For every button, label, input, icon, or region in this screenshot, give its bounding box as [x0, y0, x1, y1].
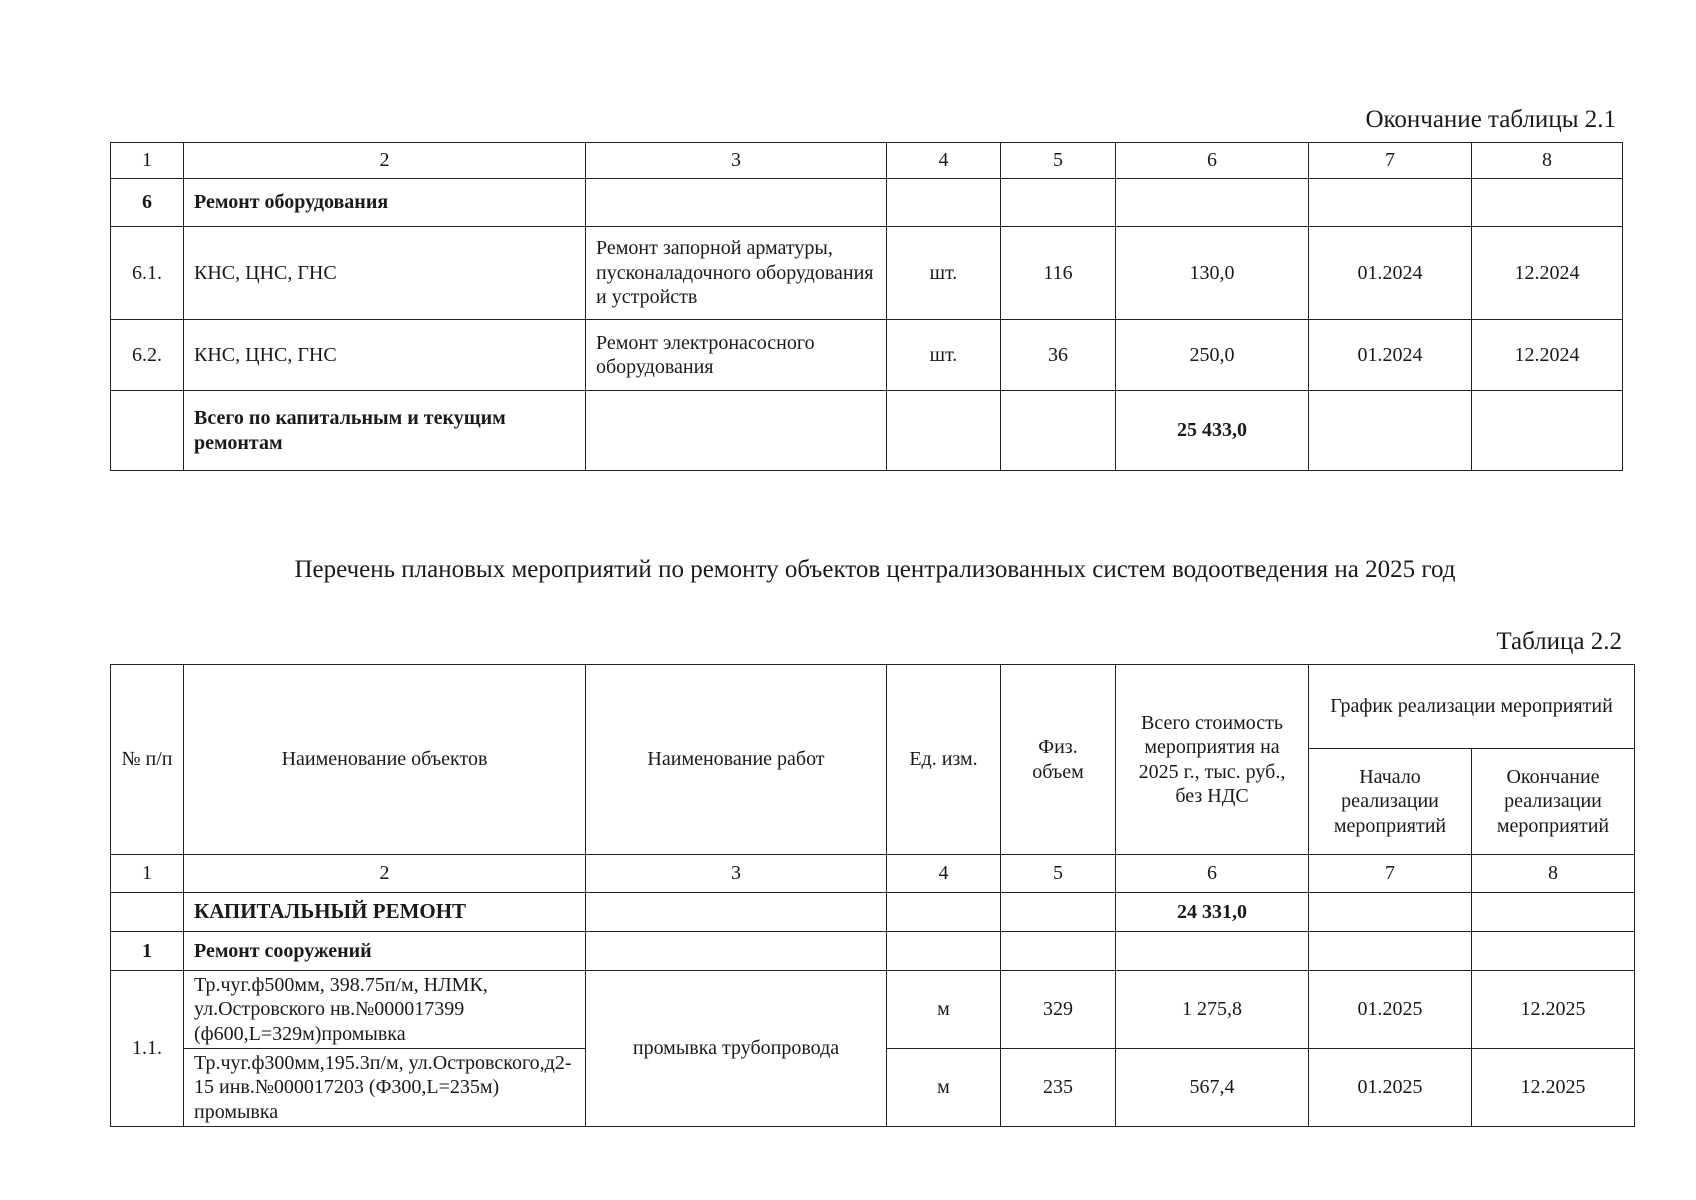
header-end: Окончание реализации мероприятий	[1472, 749, 1635, 855]
cost: 130,0	[1116, 227, 1309, 320]
capital-label: КАПИТАЛЬНЫЙ РЕМОНТ	[184, 893, 586, 932]
total-label: Всего по капитальным и текущим ремонтам	[184, 391, 586, 471]
col-num: 2	[184, 143, 586, 179]
start-date: 01.2025	[1309, 971, 1472, 1049]
unit: м	[887, 1049, 1001, 1127]
object-name: Тр.чуг.ф500мм, 398.75п/м, НЛМК, ул.Островского нв.№000017399 (ф600,L=329м)промывка	[184, 971, 586, 1049]
end-date: 12.2024	[1472, 227, 1623, 320]
empty-cell	[887, 932, 1001, 971]
work-name: Ремонт электронасосного оборудования	[586, 320, 887, 391]
capital-cost: 24 331,0	[1116, 893, 1309, 932]
col-num: 6	[1116, 143, 1309, 179]
table1-caption: Окончание таблицы 2.1	[1365, 106, 1616, 133]
cost: 250,0	[1116, 320, 1309, 391]
work-name: Ремонт запорной арматуры, пусконаладочного оборудования и устройств	[586, 227, 887, 320]
quantity: 235	[1001, 1049, 1116, 1127]
cost: 1 275,8	[1116, 971, 1309, 1049]
col-num: 1	[111, 143, 184, 179]
col-num: 1	[111, 855, 184, 893]
end-date: 12.2025	[1472, 971, 1635, 1049]
section-row	[111, 932, 1635, 971]
col-num: 6	[1116, 855, 1309, 893]
col-num: 7	[1309, 143, 1472, 179]
empty-cell	[887, 391, 1001, 471]
column-number-row	[111, 143, 1623, 179]
cost: 567,4	[1116, 1049, 1309, 1127]
empty-cell	[887, 179, 1001, 227]
col-num: 4	[887, 855, 1001, 893]
empty-cell	[1472, 179, 1623, 227]
end-date: 12.2024	[1472, 320, 1623, 391]
col-num: 5	[1001, 855, 1116, 893]
empty-cell	[1001, 179, 1116, 227]
unit: м	[887, 971, 1001, 1049]
work-name: промывка трубопровода	[586, 971, 887, 1127]
start-date: 01.2025	[1309, 1049, 1472, 1127]
quantity: 329	[1001, 971, 1116, 1049]
row-number: 6.1.	[111, 227, 184, 320]
table-row	[111, 227, 1623, 320]
table-row	[111, 971, 1635, 1049]
table-2-1-end	[110, 142, 1623, 471]
table-2-2	[110, 664, 1635, 1127]
empty-cell	[586, 893, 887, 932]
empty-cell	[1001, 391, 1116, 471]
section-name: Ремонт оборудования	[184, 179, 586, 227]
section-number: 6	[111, 179, 184, 227]
col-num: 2	[184, 855, 586, 893]
col-num: 3	[586, 855, 887, 893]
col-num: 8	[1472, 143, 1623, 179]
unit: шт.	[887, 320, 1001, 391]
unit: шт.	[887, 227, 1001, 320]
section-number: 1	[111, 932, 184, 971]
header-work: Наименование работ	[586, 665, 887, 855]
header-cost: Всего стоимость мероприятия на 2025 г., тыс. руб., без НДС	[1116, 665, 1309, 855]
empty-cell	[586, 391, 887, 471]
empty-cell	[1001, 932, 1116, 971]
header-start: Начало реализации мероприятий	[1309, 749, 1472, 855]
section-name: Ремонт сооружений	[184, 932, 586, 971]
empty-cell	[1309, 179, 1472, 227]
empty-cell	[1116, 932, 1309, 971]
empty-cell	[887, 893, 1001, 932]
col-num: 4	[887, 143, 1001, 179]
object-name: КНС, ЦНС, ГНС	[184, 320, 586, 391]
total-cost: 25 433,0	[1116, 391, 1309, 471]
header-schedule: График реализации мероприятий	[1309, 665, 1635, 749]
header-object: Наименование объектов	[184, 665, 586, 855]
quantity: 116	[1001, 227, 1116, 320]
empty-cell	[1309, 893, 1472, 932]
capital-repair-row	[111, 893, 1635, 932]
object-name: Тр.чуг.ф300мм,195.3п/м, ул.Островского,д2-15 инв.№000017203 (Ф300,L=235м) промывка	[184, 1049, 586, 1127]
table2-caption: Таблица 2.2	[1496, 628, 1622, 655]
section-title: Перечень плановых мероприятий по ремонту объектов централизованных систем водоотведения на 2025 год	[294, 556, 1456, 583]
column-number-row	[111, 855, 1635, 893]
start-date: 01.2024	[1309, 320, 1472, 391]
header-number: № п/п	[111, 665, 184, 855]
empty-cell	[1001, 893, 1116, 932]
col-num: 8	[1472, 855, 1635, 893]
empty-cell	[1309, 932, 1472, 971]
row-number: 1.1.	[111, 971, 184, 1127]
object-name: КНС, ЦНС, ГНС	[184, 227, 586, 320]
end-date: 12.2025	[1472, 1049, 1635, 1127]
empty-cell	[1309, 391, 1472, 471]
empty-cell	[1472, 932, 1635, 971]
table-row	[111, 320, 1623, 391]
col-num: 5	[1001, 143, 1116, 179]
empty-cell	[111, 391, 184, 471]
total-row	[111, 391, 1623, 471]
empty-cell	[1116, 179, 1309, 227]
section-row	[111, 179, 1623, 227]
empty-cell	[111, 893, 184, 932]
header-unit: Ед. изм.	[887, 665, 1001, 855]
empty-cell	[1472, 893, 1635, 932]
empty-cell	[586, 179, 887, 227]
col-num: 3	[586, 143, 887, 179]
empty-cell	[586, 932, 887, 971]
header-quantity: Физ. объем	[1001, 665, 1116, 855]
quantity: 36	[1001, 320, 1116, 391]
row-number: 6.2.	[111, 320, 184, 391]
start-date: 01.2024	[1309, 227, 1472, 320]
empty-cell	[1472, 391, 1623, 471]
col-num: 7	[1309, 855, 1472, 893]
